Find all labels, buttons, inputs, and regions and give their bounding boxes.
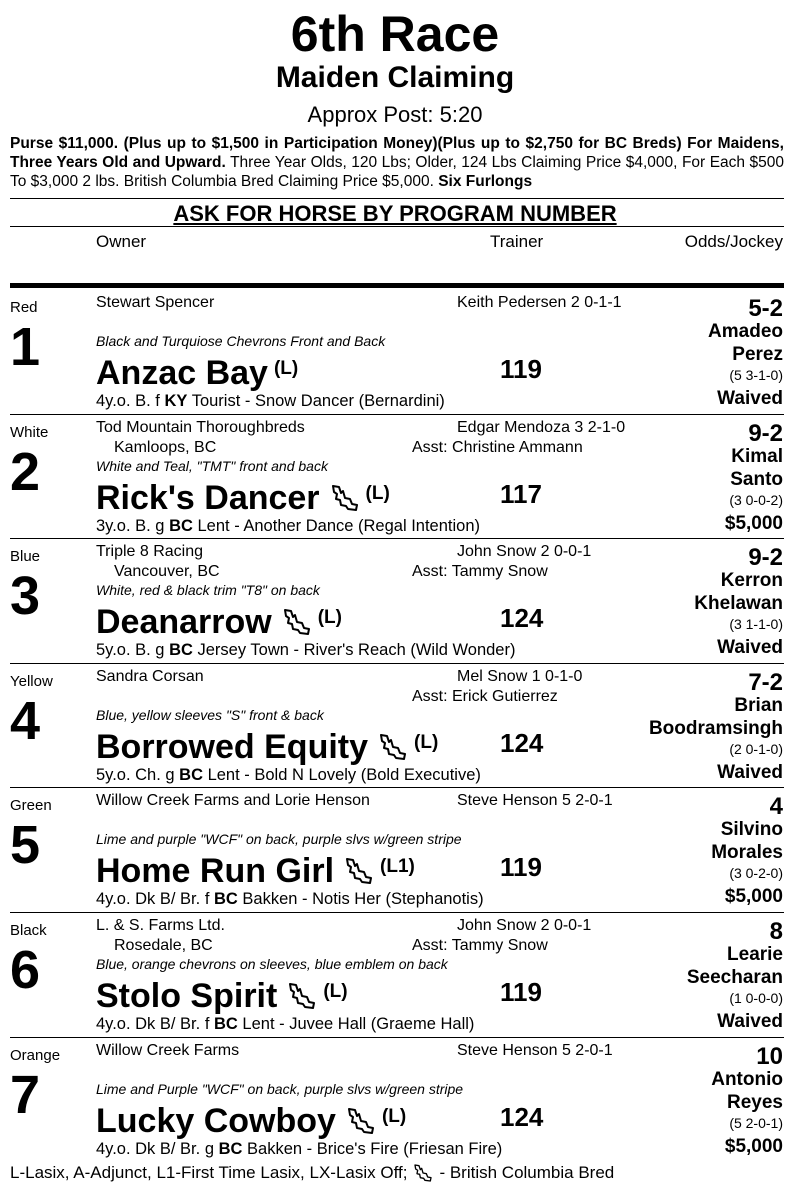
bio-age-sex: 4y.o. Dk B/ Br. g — [96, 1139, 219, 1158]
bio-origin: BC — [169, 516, 193, 535]
horse-line — [96, 1097, 406, 1141]
jockey-record: (5 3-1-0) — [729, 367, 783, 383]
silks-description: Blue, yellow sleeves "S" front & back — [96, 706, 324, 723]
weight: 124 — [500, 727, 544, 758]
jockey-record: (3 1-1-0) — [729, 616, 783, 633]
owner-name: Willow Creek Farms and Lorie Henson — [96, 792, 370, 810]
jockey-first-name: Kimal — [731, 445, 783, 467]
horse-name: Home Run Girl — [96, 852, 335, 891]
assistant-trainer: Asst: Tammy Snow — [412, 937, 548, 954]
horse-line — [96, 972, 348, 1016]
horse-bio — [96, 391, 445, 411]
jockey-last-name: Perez — [732, 344, 783, 365]
program-number: 7 — [10, 1064, 41, 1125]
bio-pedigree: Lent - Another Dance (Regal Intention) — [192, 516, 481, 535]
bio-age-sex: 4y.o. Dk B/ Br. f — [96, 1015, 214, 1033]
purse-text: Purse $11,000. (Plus up to $1,500 in Participation Money)(Plus up to $2,750 for BC Breds) For Maidens, Three Years Old and Upward. — [10, 135, 784, 171]
trainer: Keith Pedersen 2 0-1-1 — [457, 294, 622, 311]
jockey-first-name: Amadeo — [708, 321, 783, 342]
bio-age-sex: 5y.o. B. g — [96, 641, 170, 660]
morning-line-odds: 8 — [769, 918, 783, 945]
silks-description: Blue, orange chevrons on sleeves, blue emblem on back — [96, 956, 448, 972]
entry-row — [0, 912, 790, 1037]
entry-divider — [10, 538, 784, 539]
morning-line-odds: 9-2 — [748, 544, 783, 572]
bio-origin: BC — [179, 765, 203, 784]
bio-origin: KY — [164, 392, 188, 410]
horse-name: Lucky Cowboy — [96, 1101, 336, 1140]
saddle-cloth-color: Yellow — [10, 672, 53, 690]
bio-pedigree: Bakken - Brice's Fire (Friesan Fire) — [242, 1139, 503, 1158]
header-thick-rule — [10, 283, 784, 288]
claiming-price: Waived — [717, 388, 783, 409]
entry-row — [0, 414, 790, 539]
jockey-first-name: Silvino — [720, 819, 783, 841]
saddle-cloth-color: Red — [10, 299, 38, 316]
bio-origin: BC — [213, 890, 238, 909]
morning-line-odds: 7-2 — [748, 668, 783, 696]
bc-bred-icon — [330, 483, 360, 513]
race-distance: Six Furlongs — [438, 173, 533, 190]
claiming-price: Waived — [717, 1011, 783, 1032]
horse-line — [96, 598, 342, 642]
program-number: 2 — [10, 441, 41, 502]
bc-bred-icon — [378, 732, 408, 762]
horse-name: Rick's Dancer — [96, 478, 320, 517]
silks-description: Lime and purple "WCF" on back, purple slvs w/green stripe — [96, 831, 462, 848]
bio-age-sex: 4y.o. Dk B/ Br. f — [96, 890, 214, 909]
ask-banner: ASK FOR HORSE BY PROGRAM NUMBER — [173, 201, 617, 226]
assistant-trainer: Asst: Tammy Snow — [412, 563, 548, 581]
jockey-first-name: Learie — [727, 944, 783, 965]
owner-name: Willow Creek Farms — [96, 1041, 240, 1059]
jockey-first-name: Antonio — [711, 1068, 783, 1090]
race-type: Maiden Claiming — [275, 61, 515, 94]
saddle-cloth-color: Green — [10, 797, 52, 815]
owner-location: Kamloops, BC — [114, 438, 217, 456]
divider — [10, 226, 784, 227]
jockey-last-name: Boodramsingh — [648, 717, 783, 739]
bc-bred-icon — [282, 607, 312, 637]
weight: 119 — [500, 977, 542, 1007]
assistant-trainer: Asst: Christine Ammann — [412, 438, 583, 456]
jockey-first-name: Kerron — [720, 570, 783, 592]
entry-divider — [10, 787, 784, 788]
odds-jockey-column-header: Odds/Jockey — [684, 232, 783, 251]
medication: (L) — [414, 731, 439, 753]
bc-bred-icon — [344, 856, 374, 886]
trainer: Steve Henson 5 2-0-1 — [457, 1041, 613, 1059]
jockey-last-name: Santo — [730, 468, 783, 490]
trainer: Edgar Mendoza 3 2-1-0 — [457, 418, 626, 436]
horse-bio — [96, 1139, 502, 1159]
medication: (L) — [381, 1105, 407, 1127]
horse-name: Anzac Bay — [96, 354, 268, 392]
trainer-column-header: Trainer — [490, 232, 544, 251]
silks-description: White and Teal, "TMT" front and back — [96, 457, 328, 474]
owner-name: Triple 8 Racing — [96, 543, 204, 561]
horse-bio — [96, 889, 484, 909]
bio-pedigree: Jersey Town - River's Reach (Wild Wonder) — [192, 641, 516, 660]
program-number: 5 — [10, 815, 41, 876]
horse-bio — [96, 1014, 474, 1034]
footer-legend — [10, 1162, 614, 1184]
bio-origin: BC — [169, 641, 193, 660]
program-number: 4 — [10, 690, 41, 751]
program-number: 6 — [10, 940, 41, 1000]
saddle-cloth-color: Black — [10, 922, 47, 939]
silks-description: White, red & black trim "T8" on back — [96, 582, 320, 599]
entry-row — [0, 289, 790, 414]
jockey-record: (1 0-0-0) — [729, 990, 783, 1006]
entry-divider — [10, 414, 784, 415]
entry-divider — [10, 663, 784, 664]
entry-divider — [10, 1037, 784, 1038]
entry-divider — [10, 912, 784, 913]
weight: 124 — [500, 603, 544, 634]
bio-age-sex: 3y.o. B. g — [96, 516, 170, 535]
bio-pedigree: Tourist - Snow Dancer (Bernardini) — [187, 392, 445, 410]
trainer: John Snow 2 0-0-1 — [457, 543, 592, 561]
owner-name: Stewart Spencer — [96, 294, 215, 311]
trainer: John Snow 2 0-0-1 — [457, 917, 592, 934]
saddle-cloth-color: White — [10, 423, 49, 441]
medication: (L1) — [380, 856, 415, 878]
bio-age-sex: 5y.o. Ch. g — [96, 765, 180, 784]
silks-description: Lime and Purple "WCF" on back, purple slvs w/green stripe — [96, 1080, 464, 1097]
jockey-record: (3 0-2-0) — [729, 865, 783, 882]
jockey-last-name: Seecharan — [686, 967, 783, 988]
divider — [10, 198, 784, 199]
claiming-price: Waived — [717, 761, 783, 783]
footer-legend-text: L-Lasix, A-Adjunct, L1-First Time Lasix, LX-Lasix Off; — [10, 1163, 408, 1182]
horse-line — [96, 349, 298, 393]
horse-line — [96, 847, 415, 891]
horse-line — [96, 474, 390, 518]
horse-name: Borrowed Equity — [96, 727, 369, 766]
conditions-details: Three Year Olds, 120 Lbs; Older, 124 Lbs Claiming Price $4,000, For Each $500 To $3,000 2 lbs. British Columbia Bred Claiming Price $5,000. — [10, 154, 785, 190]
horse-bio — [96, 765, 481, 785]
morning-line-odds: 4 — [769, 793, 783, 821]
saddle-cloth-color: Orange — [10, 1046, 61, 1064]
horse-name: Stolo Spirit — [96, 977, 278, 1015]
bc-bred-icon — [413, 1163, 433, 1183]
weight: 117 — [500, 478, 542, 509]
morning-line-odds: 10 — [756, 1042, 783, 1070]
owner-location: Rosedale, BC — [114, 937, 213, 954]
bio-origin: BC — [218, 1139, 243, 1158]
claiming-price: $5,000 — [724, 886, 783, 908]
bc-bred-icon — [346, 1106, 376, 1136]
weight: 119 — [500, 354, 542, 384]
assistant-trainer: Asst: Erick Gutierrez — [412, 687, 558, 705]
claiming-price: Waived — [717, 637, 783, 659]
entry-row — [0, 538, 790, 663]
jockey-record: (5 2-0-1) — [729, 1114, 783, 1131]
bio-pedigree: Bakken - Notis Her (Stephanotis) — [237, 890, 484, 909]
owner-name: L. & S. Farms Ltd. — [96, 917, 225, 934]
weight: 119 — [500, 852, 542, 883]
post-time: Approx Post: 5:20 — [307, 102, 483, 127]
medication: (L) — [273, 358, 299, 379]
owner-name: Tod Mountain Thoroughbreds — [96, 418, 305, 436]
program-number: 1 — [10, 317, 41, 377]
race-title: 6th Race — [290, 6, 500, 62]
program-number: 3 — [10, 566, 41, 627]
trainer: Steve Henson 5 2-0-1 — [457, 792, 613, 810]
bio-age-sex: 4y.o. B. f — [96, 392, 165, 410]
jockey-first-name: Brian — [734, 694, 783, 716]
trainer: Mel Snow 1 0-1-0 — [457, 667, 583, 685]
bio-origin: BC — [213, 1015, 238, 1033]
morning-line-odds: 9-2 — [748, 419, 783, 447]
bio-pedigree: Lent - Bold N Lovely (Bold Executive) — [203, 765, 481, 784]
jockey-record: (2 0-1-0) — [729, 740, 783, 757]
morning-line-odds: 5-2 — [748, 295, 783, 322]
entry-row — [0, 787, 790, 912]
saddle-cloth-color: Blue — [10, 548, 41, 566]
horse-bio — [96, 516, 480, 536]
jockey-last-name: Reyes — [727, 1091, 783, 1113]
medication: (L) — [317, 607, 342, 629]
medication: (L) — [323, 981, 348, 1002]
race-conditions — [10, 134, 784, 191]
entry-row — [0, 663, 790, 788]
owner-name: Sandra Corsan — [96, 667, 204, 685]
claiming-price: $5,000 — [724, 1135, 783, 1157]
horse-name: Deanarrow — [96, 603, 272, 642]
bc-bred-icon — [287, 981, 317, 1011]
jockey-last-name: Morales — [711, 842, 783, 864]
footer-legend-bc-text: - British Columbia Bred — [439, 1163, 615, 1182]
silks-description: Black and Turquiose Chevrons Front and Back — [96, 333, 386, 349]
jockey-last-name: Khelawan — [694, 593, 783, 615]
medication: (L) — [365, 482, 390, 504]
bio-pedigree: Lent - Juvee Hall (Graeme Hall) — [237, 1015, 475, 1033]
owner-column-header: Owner — [96, 232, 147, 251]
jockey-record: (3 0-0-2) — [729, 491, 783, 508]
horse-line — [96, 723, 438, 767]
weight: 124 — [500, 1101, 544, 1132]
owner-location: Vancouver, BC — [114, 563, 220, 581]
horse-bio — [96, 640, 515, 660]
claiming-price: $5,000 — [724, 512, 783, 534]
entry-row — [0, 1037, 790, 1162]
